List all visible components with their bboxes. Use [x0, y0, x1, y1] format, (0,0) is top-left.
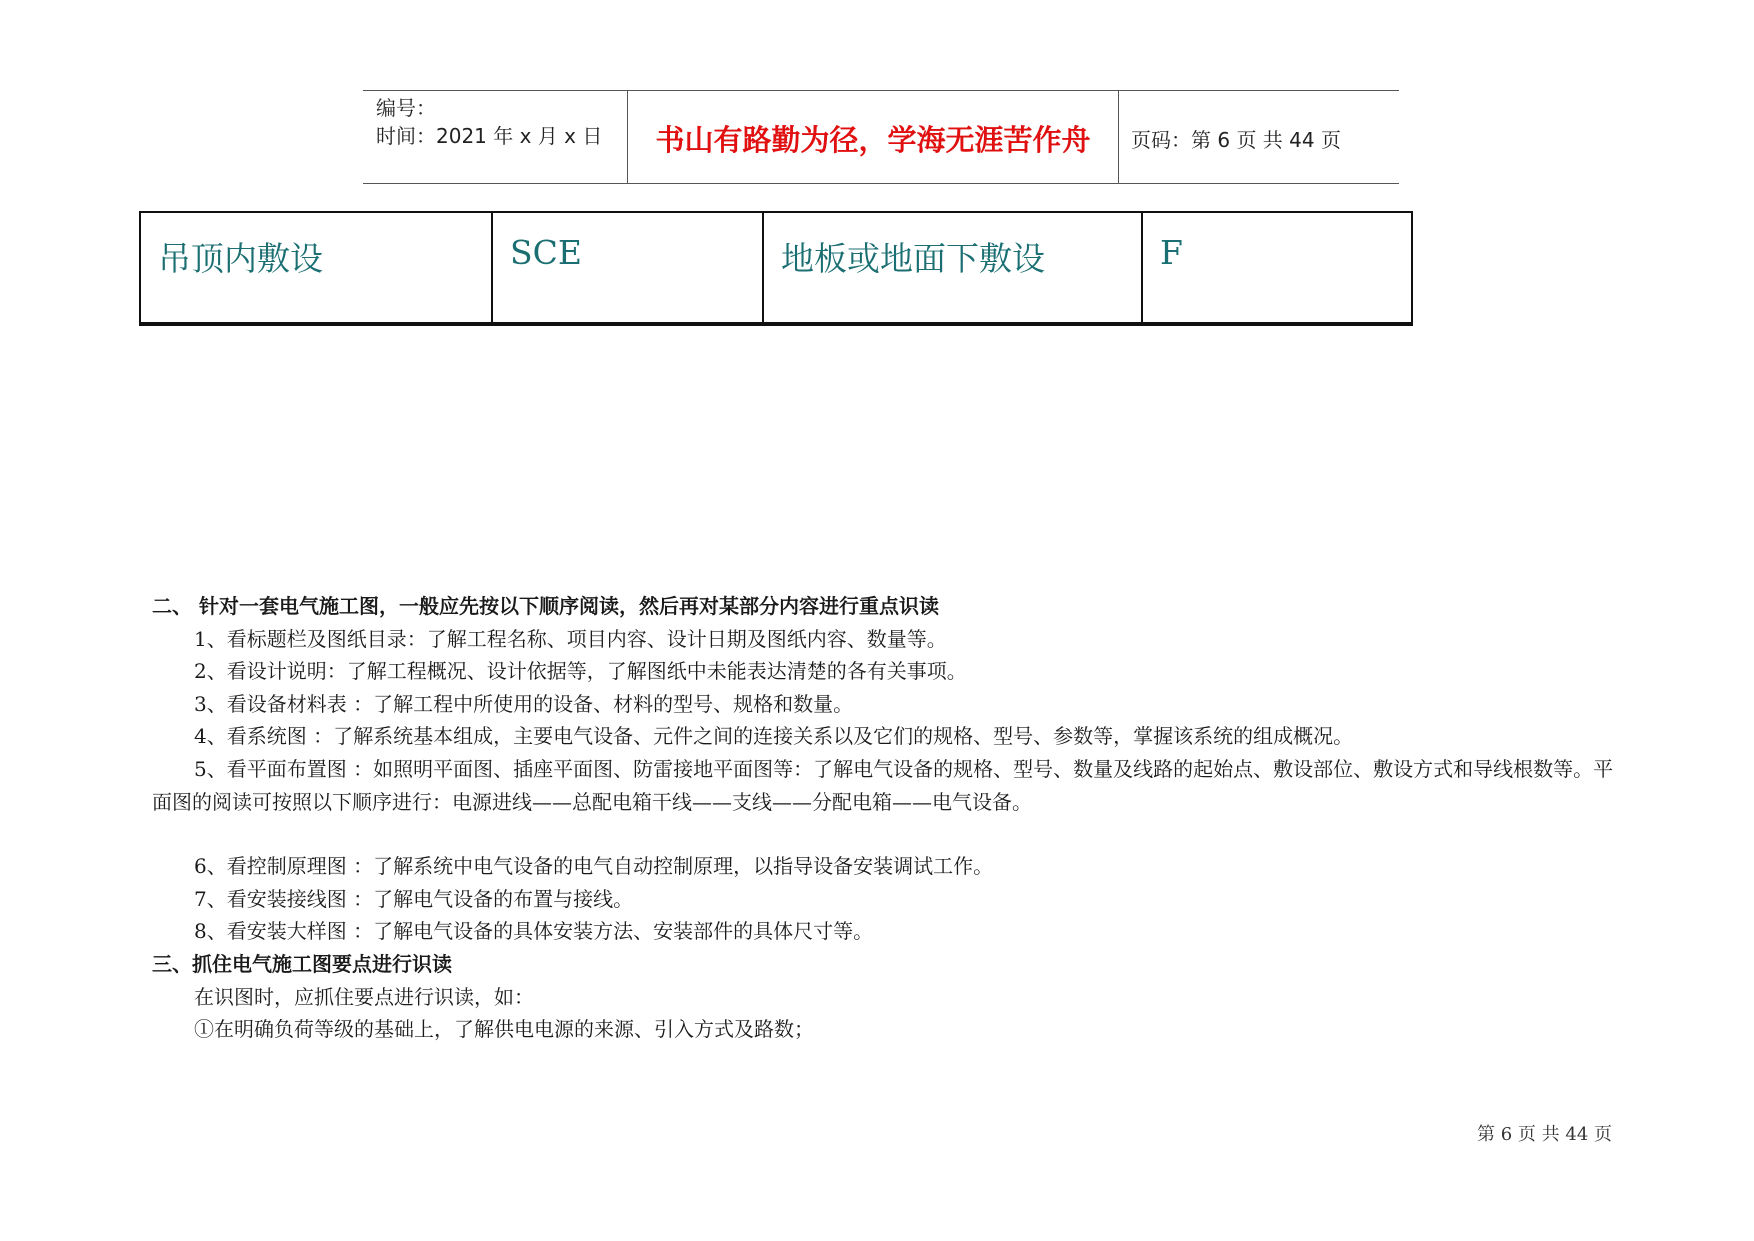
section-heading: 三、抓住电气施工图要点进行识读: [152, 951, 452, 976]
header-page-info: 页码：第 6 页 共 44 页: [1131, 128, 1341, 152]
paragraph: 在识图时，应抓住要点进行识读，如：: [194, 984, 534, 1009]
document-body: [152, 590, 1622, 1046]
list-item: ①在明确负荷等级的基础上，了解供电电源的来源、引入方式及路数；: [194, 1017, 814, 1042]
list-item: 1、看标题栏及图纸目录：了解工程名称、项目内容、设计日期及图纸内容、数量等。: [194, 626, 947, 651]
list-item: 7、看安装接线图 ：了解电气设备的布置与接线。: [194, 886, 634, 911]
serial-number-label: 编号：: [376, 96, 436, 120]
table-cell: SCE: [492, 212, 763, 324]
table-row: [140, 212, 1412, 324]
list-item: 6、看控制原理图 ：了解系统中电气设备的电气自动控制原理，以指导设备安装调试工作。: [194, 854, 994, 879]
table-cell: 吊顶内敷设: [140, 212, 492, 324]
list-item: 5、看平面布置图 ：如照明平面图、插座平面图、防雷接地平面图等：了解电气设备的规格、型号、数量及线路的起始点、敷设部位、敷设方式和导线根数等。平面图的阅读可按照以下顺序进行：电源进线——总配电箱干线——支线——分配电箱——电气设备。: [152, 756, 1614, 814]
list-item: 3、看设备材料表 ：了解工程中所使用的设备、材料的型号、规格和数量。: [194, 691, 854, 716]
list-item: 2、看设计说明：了解工程概况、设计依据等，了解图纸中未能表达清楚的各有关事项。: [194, 659, 967, 684]
header-motto: 书山有路勤为径，学海无涯苦作舟: [655, 123, 1091, 157]
date-label: 时间：2021 年 x 月 x 日: [376, 124, 603, 148]
list-item: 8、看安装大样图 ：了解电气设备的具体安装方法、安装部件的具体尺寸等。: [194, 919, 874, 944]
list-item: 4、看系统图 ：了解系统基本组成，主要电气设备、元件之间的连接关系以及它们的规格、型号、参数等，掌握该系统的组成概况。: [194, 724, 1354, 749]
table-cell: F: [1142, 212, 1412, 324]
page-footer: 第 6 页 共 44 页: [1477, 1124, 1612, 1145]
table-cell: 地板或地面下敷设: [763, 212, 1142, 324]
section-heading: 二、 针对一套电气施工图，一般应先按以下顺序阅读，然后再对某部分内容进行重点识读: [152, 594, 939, 618]
laying-method-table: [139, 211, 1413, 326]
paragraph-spacer: [152, 818, 1622, 850]
header-bottom-rule: [363, 183, 1399, 184]
header-top-rule: [363, 90, 1399, 91]
